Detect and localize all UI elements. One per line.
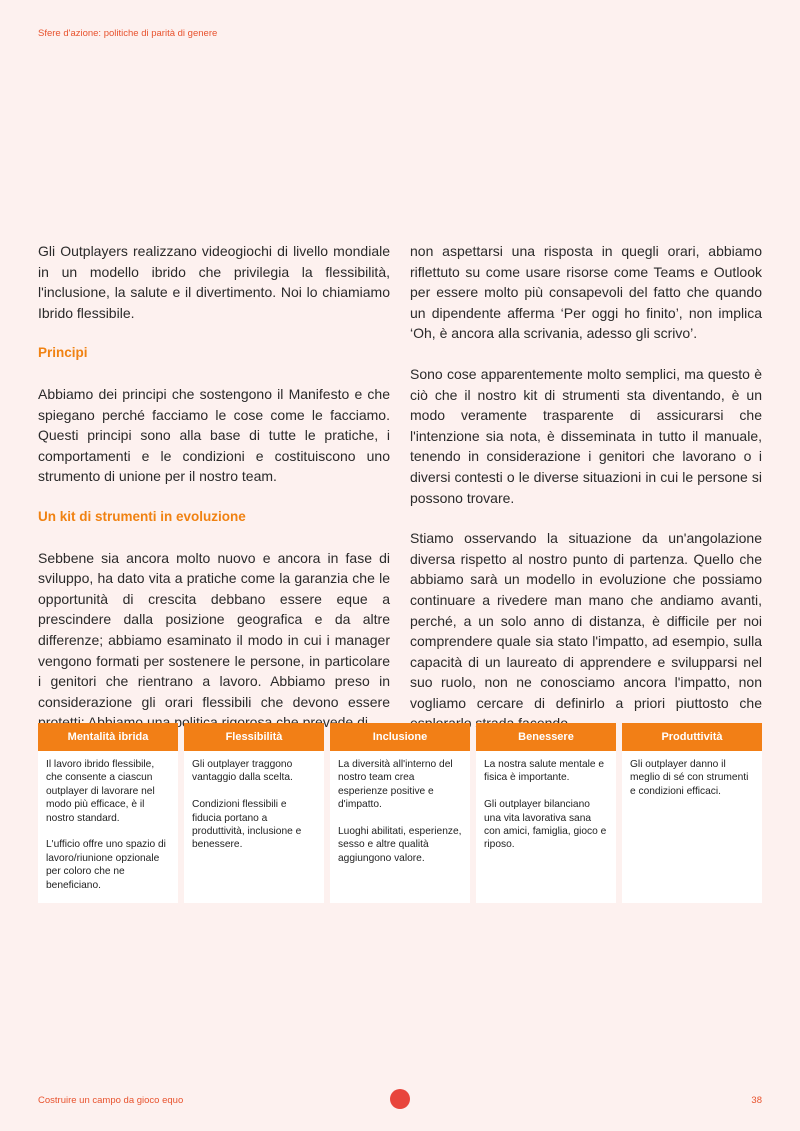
pillar-body [330,751,470,887]
intro-paragraph: Gli Outplayers realizzano videogiochi di livello mondiale in un modello ibrido che privilegia la flessibilità, l'inclusione, la salute e il divertimento. Noi lo chiamiamo Ibrido flessibile. [38,243,390,321]
pillar-body [38,751,178,913]
body-columns [38,241,762,754]
pillar-title: Inclusione [330,723,470,751]
pillar-text: Gli outplayer bilanciano una vita lavorativa sana con amici, famiglia, gioco e riposo. [484,799,607,851]
pillar-body [476,751,616,873]
pillar-text: La nostra salute mentale e fisica è importante. [484,759,605,784]
left-column [38,241,390,754]
right-paragraph-2: Sono cose apparentemente molto semplici, ma questo è ciò che il nostro kit di strumenti sta diventando, è un modo veramente trasparente di assicurarsi che l'intenzione sia nota, è disseminata in tutto il manuale, tenendo in considerazione i genitori che lavorano o i diversi contesti o le diverse situazioni in cui le persone si possono trovare. [410,365,762,506]
pillar-title: Mentalità ibrida [38,723,178,751]
section-heading-principles: Principi [38,345,88,361]
pillar-text: Luoghi abilitati, esperienze, sesso e altre qualità aggiungono valore. [338,826,462,864]
pillar-text: Gli outplayer danno il meglio di sé con strumenti e condizioni efficaci. [630,759,749,797]
pillar-wellbeing [476,723,616,903]
section-heading-toolkit: Un kit di strumenti in evoluzione [38,508,246,524]
pillar-body [184,751,324,873]
pillar-body [622,751,762,820]
pillar-text: Il lavoro ibrido flessibile, che consente a ciascun outplayer di lavorare nel modo più efficace, è il nostro standard. [46,759,155,824]
pillar-productivity [622,723,762,903]
pillar-title: Produttività [622,723,762,751]
footer-dot-icon [390,1089,410,1109]
principles-paragraph: Abbiamo dei principi che sostengono il Manifesto e che spiegano perché facciamo le cose come le facciamo. Questi principi sono alla base di tutte le pratiche, i comportamenti e le condizioni e costituiscono uno strumento di unione per il nostro team. [38,385,390,485]
pillar-title: Benessere [476,723,616,751]
pillar-text: L'ufficio offre uno spazio di lavoro/riunione opzionale per coloro che ne beneficiano. [46,839,166,891]
pillar-text: Condizioni flessibili e fiducia portano a produttività, inclusione e benessere. [192,799,302,851]
toolkit-paragraph: Sebbene sia ancora molto nuovo e ancora in fase di sviluppo, ha dato vita a pratiche come la garanzia che le opportunità di crescita debbano essere eque a prescindere dalla posizione geografica e da altre differenze; abbiamo esaminato il modo in cui i manager vengono formati per sostenere le persone, in particolare i genitori che rientrano a lavoro. Abbiamo preso in considerazione gli orari flessibili che devono essere prevede [38,549,390,731]
pillar-title: Flessibilità [184,723,324,751]
footer-section-title: Costruire un campo da gioco equo [38,1095,184,1106]
right-paragraph-3: Stiamo osservando la situazione da un'angolazione diversa rispetto al nostro punto di partenza. Quello che abbiamo sarà un modello in evoluzione che possiamo continuare a rivedere man mano che andiamo avanti, perché, a un solo anno di distanza, è difficile per noi comprendere quale sia stato l'impatto, ad esempio, sulla capacità di un laureato di apprendere e svilupparsi nel suo ruolo, non ne conosciamo ancora l'impatto, non vogliamo cercare di definirlo a priori piuttosto che [410,530,762,711]
right-column [410,241,762,754]
pillar-hybrid-mindset [38,723,178,903]
pillar-text: Gli outplayer traggono vantaggio dalla scelta. [192,759,293,784]
right-paragraph-1: non aspettarsi una risposta in quegli orari, abbiamo riflettuto su come usare risorse come Teams e Outlook per essere molto più consapevoli del fatto che quando un dipendente afferma ‘Per oggi ho finito’, non implica ‘Oh, è ancora alla scrivania, adesso gli scrivo’. [410,243,762,342]
pillar-flexibility [184,723,324,903]
pillar-inclusion [330,723,470,903]
pillars-table [38,723,762,903]
page-number: 38 [751,1095,762,1106]
pillar-text: La diversità all'interno del nostro team crea esperienze positive e d'impatto. [338,759,453,811]
running-header: Sfere d'azione: politiche di parità di genere [38,28,218,39]
